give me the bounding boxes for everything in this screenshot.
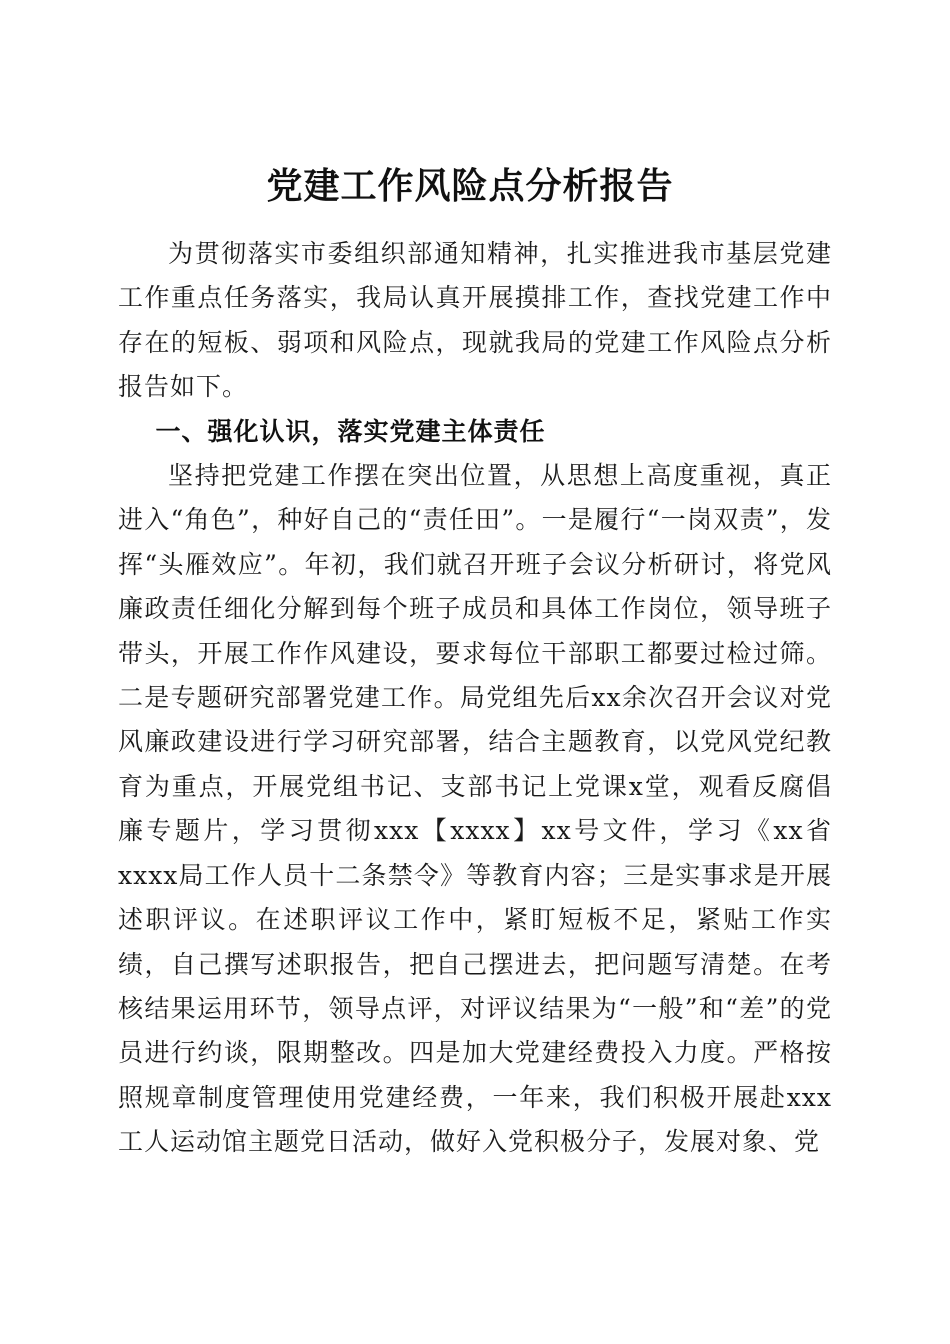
intro-paragraph: 为贯彻落实市委组织部通知精神，扎实推进我市基层党建工作重点任务落实，我局认真开展摸排工作，查找党建工作中存在的短板、弱项和风险点，现就我局的党建工作风险点分析报告如下。 <box>118 239 832 402</box>
document-body <box>118 232 832 1165</box>
section-paragraph-1: 坚持把党建工作摆在突出位置，从思想上高度重视，真正进入“角色”，种好自己的“责任田”。一是履行“一岗双责”，发挥“头雁效应”。年初，我们就召开班子会议分析研讨，将党风廉政责任细化分解到每个班子成员和具体工作岗位，领导班子带头，开展工作作风建设，要求每位干部职工都要过检过筛。二是专题研究部署党建工作。局党组先后xx余次召开会议对党风廉政建设进行学习研究部署，结合主题教育，以党风党纪教育为重点，开展党组书记、支部书记上党课x堂，观看反腐倡廉专题片，学习贯彻xxx【xxxx】xx号文件，学习《xx省xxxx局工作人员十二条禁令》等教育内容；三是实事求是开展述职评议。在述职评议工作中，紧盯短板不足，紧贴工作实绩，自己撰写述职报告，把自己摆进去，把问题写清楚。在考核结果运用环节，领导点评，对评议结果为“一般”和“差”的党员进行约谈，限期整改。四是加大党建经费投入力度。严格按照规章制度管理使用党建经费，一年来，我们积极开展赴xxx工人运动馆主题党日活动，做好入党积极分子，发展对象、党 <box>118 461 832 1157</box>
section-heading-1: 一、强化认识，落实党建主体责任 <box>155 416 546 446</box>
document-title: 党建工作风险点分析报告 <box>266 165 674 208</box>
